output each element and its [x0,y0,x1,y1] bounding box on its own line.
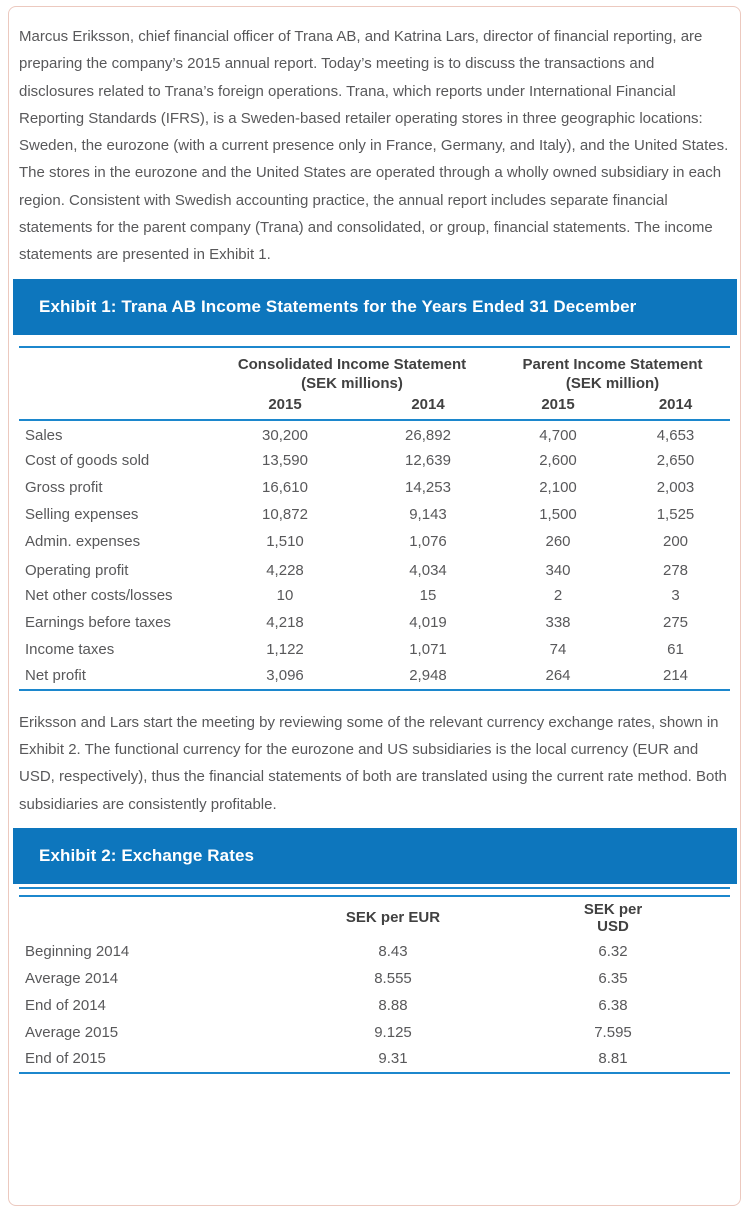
row-label: Net profit [25,667,86,685]
row-label: End of 2014 [25,996,106,1014]
cell: 6.32 [598,942,628,960]
exhibit2-title: Exhibit 2: Exchange Rates [39,845,255,865]
cell: 2,100 [539,478,577,496]
cell: 200 [662,532,689,550]
table-row [19,528,730,555]
table-row [19,609,730,636]
exhibit2-header-bar [13,828,737,884]
cell: 10 [276,586,294,604]
empty-header-cell [19,347,209,393]
cell: 61 [667,640,684,658]
cell: 338 [545,613,571,631]
cell: 10,872 [262,505,308,523]
cell: 4,700 [539,426,577,444]
row-label: Sales [25,426,63,444]
empty-header-cell [19,896,219,938]
cell: 2,600 [539,451,577,469]
table-row [19,501,730,528]
row-label: End of 2015 [25,1050,106,1068]
year-header: 2014 [621,393,730,420]
cell: 1,510 [266,532,304,550]
cell: 4,653 [656,426,695,444]
table-row [19,992,730,1019]
table-row [19,447,730,474]
group-header-sublabel: (SEK millions) [301,374,403,392]
cell: 6.38 [598,996,628,1014]
spacer-cell [19,888,730,896]
table-row [19,420,730,447]
empty-cell [659,1046,730,1073]
cell: 4,019 [409,613,447,631]
year-header: 2015 [209,393,361,420]
empty-header-cell [19,393,209,420]
cell: 2 [553,586,563,604]
cell: 6.35 [598,969,628,987]
cell: 340 [545,562,571,580]
table-row [19,582,730,609]
cell: 3 [671,586,680,604]
row-label: Selling expenses [25,505,139,523]
row-label: Cost of goods sold [25,451,150,469]
cell: 30,200 [262,426,308,444]
middle-paragraph: Eriksson and Lars start the meeting by reviewing some of the relevant currency exchange rates, shown in Exhibit 2. The functional currency for the eurozone and US subsidiaries is the local currency (EUR and USD, respectively), thus the financial statements of both are translated using the current rate method. Both subsidiaries are consistently profitable. [19,713,727,813]
empty-cell [659,965,730,992]
cell: 9.125 [374,1023,412,1041]
empty-cell [659,1019,730,1046]
cell: 2,650 [656,451,695,469]
group-header-label: Consolidated Income Statement [237,355,467,373]
row-label: Net other costs/losses [25,586,173,604]
row-label: Operating profit [25,562,129,580]
empty-cell [659,992,730,1019]
cell: 4,228 [266,562,304,580]
year-header: 2014 [361,393,495,420]
cell: 3,096 [266,667,304,685]
row-label: Gross profit [25,478,103,496]
parent-group-header [495,347,730,393]
group-header-label: Parent Income Statement [522,355,703,373]
table-row [19,663,730,690]
row-label: Average 2014 [25,969,119,987]
year-header: 2015 [495,393,621,420]
exhibit1-header-bar [13,279,737,335]
cell: 9,143 [409,505,447,523]
empty-cell [659,938,730,965]
group-header-row [19,347,730,393]
intro-paragraph: Marcus Eriksson, chief financial officer of Trana AB, and Katrina Lars, director of financial reporting, are preparing the company’s 2015 annual report. Today’s meeting is to discuss the transactions and disclosures related to Trana’s foreign operations. Trana, which reports under International Financial Reporting Standards (IFRS), is a Sweden-based retailer operating stores in three geographic locations: Sweden, the eurozone (with a current presence only in France, Germany, and Italy), and the United States. The stores in the eurozone and the United States are operated through a wholly owned subsidiary in each region. Consistent with Swedish accounting practice, the annual report includes separate financial statements for the parent company (Trana) and consolidated, or group, financial statements. The income statements are presented in Exhibit 1. [19,28,729,264]
row-label: Beginning 2014 [25,942,130,960]
cell: 275 [662,613,689,631]
cell: 8.555 [374,969,412,987]
year-header-row [19,393,730,420]
exhibit1-table [19,346,730,691]
empty-header-cell [659,896,730,938]
exhibit1-table-body [19,420,730,690]
row-label: Earnings before taxes [25,613,171,631]
column-header: SEK per USD [583,900,643,935]
cell: 7.595 [594,1023,632,1041]
cell: 1,525 [656,505,695,523]
table-row [19,938,730,965]
table-row [19,555,730,582]
exhibit2-table [19,887,730,1074]
table-row [19,1046,730,1073]
cell: 2,003 [656,478,695,496]
group-header-sublabel: (SEK million) [565,374,660,392]
table-row [19,965,730,992]
exhibit1-title: Exhibit 1: Trana AB Income Statements for the Years Ended 31 December [39,296,637,316]
column-header-row [19,896,730,938]
exhibit2-table-head [19,888,730,938]
cell: 9.31 [378,1050,408,1068]
cell: 14,253 [405,478,451,496]
cell: 1,076 [409,532,447,550]
exhibit2-table-body [19,938,730,1073]
row-label: Income taxes [25,640,115,658]
content-frame [8,6,741,1206]
cell: 4,218 [266,613,304,631]
column-header: SEK per EUR [345,909,441,927]
cell: 8.81 [598,1050,628,1068]
cell: 16,610 [262,478,308,496]
cell: 13,590 [262,451,308,469]
row-label: Average 2015 [25,1023,119,1041]
cell: 260 [545,532,571,550]
table-row [19,474,730,501]
cell: 8.88 [378,996,408,1014]
consolidated-group-header [209,347,495,393]
cell: 4,034 [409,562,447,580]
table-row [19,1019,730,1046]
cell: 2,948 [409,667,447,685]
row-label: Admin. expenses [25,532,141,550]
cell: 1,071 [409,640,447,658]
cell: 8.43 [378,942,408,960]
cell: 264 [545,667,571,685]
spacer-row [19,888,730,896]
cell: 1,500 [539,505,577,523]
exhibit1-table-head [19,347,730,420]
cell: 12,639 [405,451,451,469]
cell: 1,122 [266,640,304,658]
cell: 74 [549,640,567,658]
cell: 26,892 [405,426,451,444]
cell: 278 [662,562,689,580]
cell: 15 [419,586,437,604]
table-row [19,636,730,663]
cell: 214 [662,667,689,685]
